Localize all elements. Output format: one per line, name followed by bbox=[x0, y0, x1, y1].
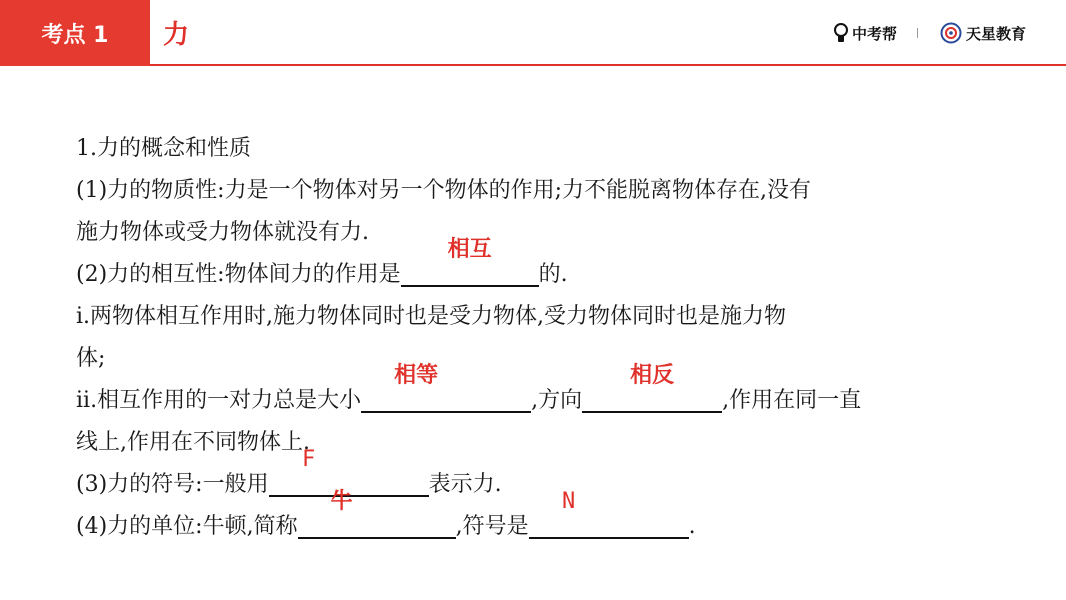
paragraph-3-line-1: i.两物体相互作用时,施力物体同时也是受力物体,受力物体同时也是施力物 bbox=[76, 304, 787, 329]
p4-text-before: ii.相互作用的一对力总是大小 bbox=[76, 388, 362, 413]
tianxing-logo bbox=[940, 20, 1026, 46]
answer-mutual: 相互 bbox=[447, 237, 492, 262]
answer-symbol: F bbox=[301, 447, 316, 472]
zhongkaobang-logo bbox=[834, 20, 897, 46]
p5-text-after: 表示力. bbox=[428, 472, 502, 497]
paragraph-4-line-2: 线上,作用在不同物体上. bbox=[76, 430, 310, 455]
answer-unit-symbol: N bbox=[561, 489, 576, 514]
p2-text-after: 的. bbox=[538, 262, 568, 287]
blank-equal bbox=[361, 363, 531, 413]
blank-opposite bbox=[582, 363, 722, 413]
p4-text-mid: ,方向 bbox=[531, 388, 583, 413]
logo-b-text: 天星教育 bbox=[966, 24, 1027, 43]
paragraph-4-line-1 bbox=[76, 363, 996, 422]
p4-text-after: ,作用在同一直 bbox=[722, 388, 862, 413]
answer-equal: 相等 bbox=[394, 363, 439, 388]
p6-text-after: . bbox=[688, 514, 696, 539]
p5-text-before: (3)力的符号:一般用 bbox=[76, 472, 269, 497]
p6-text-before: (4)力的单位:牛顿,简称 bbox=[76, 514, 298, 539]
paragraph-3-line-2: 体; bbox=[76, 346, 106, 371]
topic-tag: 考点 1 bbox=[0, 0, 150, 66]
paragraph-1-line-1: (1)力的物质性:力是一个物体对另一个物体的作用;力不能脱离物体存在,没有 bbox=[76, 178, 811, 203]
logo-divider bbox=[917, 28, 918, 38]
answer-unit-name: 牛 bbox=[330, 489, 353, 514]
blank-unit-symbol bbox=[529, 489, 689, 539]
page-title: 力 bbox=[163, 20, 190, 50]
lesson-content bbox=[76, 128, 996, 548]
paragraph-2 bbox=[76, 237, 996, 296]
bulb-icon bbox=[834, 22, 848, 44]
p2-text-before: (2)力的相互性:物体间力的作用是 bbox=[76, 262, 401, 287]
slide-header bbox=[0, 0, 1066, 66]
blank-unit-name bbox=[298, 489, 456, 539]
section-heading bbox=[76, 128, 996, 170]
heading-number: 1. bbox=[76, 136, 97, 161]
answer-opposite: 相反 bbox=[630, 363, 675, 388]
tianxing-emblem-icon bbox=[940, 22, 962, 44]
paragraph-1-line-2: 施力物体或受力物体就没有力. bbox=[76, 220, 369, 245]
p6-text-mid: ,符号是 bbox=[455, 514, 529, 539]
heading-text: 力的概念和性质 bbox=[97, 136, 252, 161]
logo-a-text: 中考帮 bbox=[852, 24, 898, 43]
paragraph-6 bbox=[76, 489, 996, 548]
blank-mutual bbox=[401, 237, 539, 287]
